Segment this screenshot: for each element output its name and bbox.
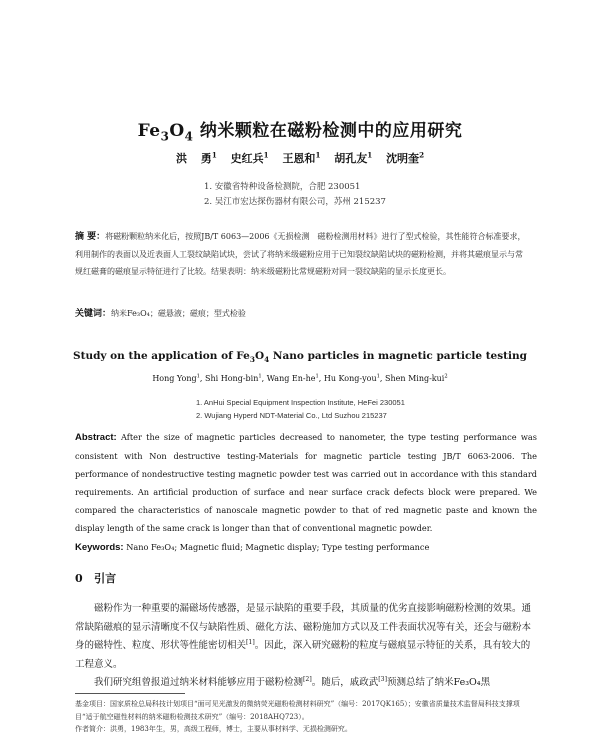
abstract-cn-label: 摘 要： bbox=[75, 232, 106, 242]
author-cn: 胡孔友$^1$ bbox=[334, 150, 373, 165]
citation: [2] bbox=[303, 675, 312, 683]
author-list-cn bbox=[0, 150, 600, 166]
footnotes bbox=[75, 698, 537, 736]
author-en: Wang $En-he^1$ bbox=[266, 373, 319, 383]
footnote-author-bio: 作者简介：洪勇，1983年生，男，高级工程师，博士，主要从事材料学、无损检测研究。 bbox=[75, 725, 352, 733]
title-en-sub: 4 bbox=[264, 355, 270, 365]
keywords-cn bbox=[75, 306, 246, 319]
section-number: 0 bbox=[75, 572, 83, 585]
paper-title-cn bbox=[0, 116, 600, 144]
keywords-en-text: Nano Fe₃O₄; Magnetic fluid; Magnetic display; Type testing performance bbox=[126, 542, 430, 552]
title-en-part: Study on the application of Fe bbox=[73, 350, 250, 362]
paper-title-en bbox=[0, 350, 600, 365]
title-en-sub: 3 bbox=[249, 355, 255, 365]
title-cn-part: Fe bbox=[137, 121, 161, 141]
keywords-en bbox=[75, 542, 429, 553]
title-cn-sub: 3 bbox=[160, 129, 170, 144]
abstract-cn-text: 将磁粉颗粒纳米化后，按照JB/T 6063—2006《无损检测 磁粉检测用材料》进行了型式检验，其性能符合标准要求，利用制作的表面以及近表面人工裂纹缺陷试块，尝试了将纳米级磁粉应用于已知裂纹缺陷试块的磁粉检测，并将其磁痕显示与常规红磁膏的磁痕显示特征进行了比较。结果表明：纳米级磁粉比常规磁粉对同一裂纹缺陷的显示长度更长。 bbox=[75, 232, 526, 276]
affiliation-en: 1. AnHui Special Equipment Inspection Institute, HeFei 230051 bbox=[196, 398, 405, 407]
author-cn: 史红兵$^1$ bbox=[230, 150, 269, 165]
abstract-en bbox=[75, 428, 537, 537]
abstract-cn bbox=[75, 228, 530, 280]
title-cn-part: 纳米颗粒在磁粉检测中的应用研究 bbox=[193, 121, 463, 141]
author-en: Shen Ming-kui$^2$ bbox=[385, 373, 448, 383]
author-cn: 沈明奎$^2$ bbox=[386, 150, 425, 165]
affiliation-en: 2. Wujiang Hyperd NDT-Material Co., Ltd Suzhou 215237 bbox=[196, 411, 387, 420]
author-en: Hong Yong$^1$ bbox=[152, 373, 200, 383]
keywords-en-label: Keywords: bbox=[75, 542, 124, 553]
section-heading bbox=[75, 570, 116, 586]
author-cn: 王恩和$^1$ bbox=[282, 150, 321, 165]
paragraph: 磁粉作为一种重要的漏磁场传感器，是显示缺陷的重要手段，其质量的优劣直接影响磁粉检测的效果。通常缺陷磁痕的显示清晰度不仅与缺陷性质、磁化方法、磁粉施加方式以及工件表面状况等有关，还会与磁粉本身的磁特性、粒度、形状等性能密切相关[1]。因此，深入研究磁粉的粒度与磁痕显示特征的关系，具有较大的工程意义。 bbox=[75, 603, 532, 670]
paragraph: 我们研究组曾报道过纳米材料能够应用于磁粉检测[2]。随后，戚政武[3]预测总结了纳米Fe₃O₄黑 bbox=[94, 675, 491, 688]
citation: [3] bbox=[378, 675, 387, 683]
affiliation-cn: 2. 吴江市宏达探伤器材有限公司，苏州 215237 bbox=[204, 197, 386, 207]
title-cn-sub: 4 bbox=[184, 129, 194, 144]
citation: [1] bbox=[246, 638, 255, 646]
body-text bbox=[75, 600, 537, 693]
keywords-cn-text: 纳米Fe₃O₄；磁悬液；磁痕；型式检验 bbox=[111, 309, 246, 318]
footnote-funding: 基金项目：国家质检总局科技计划项目“面可见光激发的微纳荧光磁粉检测材料研究”（编号：2017QK165）；安徽省质量技术监督局科技支撑项目“适于航空磁性材料的纳米磁粉检测技术研究”（编号：2018AHQ723）。 bbox=[75, 700, 520, 721]
footnote-divider bbox=[75, 693, 185, 694]
author-en: Hu Kong-you$^1$ bbox=[323, 373, 380, 383]
title-cn-part: O bbox=[169, 121, 185, 141]
abstract-en-text: After the size of magnetic particles decreased to nanometer, the type testing performance was consistent with Non destructive testing-Materials for magnetic particle testing JB/T 6063-2006. The performance of nondestructive testing magnetic powder test was carried out in accordance with this standard requirements. An artificial production of surface and near surface crack defects block were prepared. We compared the characteristics of nanoscale magnetic powder to that of red magnetic paste and known the display length of the same crack is longer than that of conventional magnetic powder. bbox=[75, 432, 537, 533]
keywords-cn-label: 关键词： bbox=[75, 309, 112, 319]
section-title: 引言 bbox=[94, 572, 117, 585]
abstract-en-label: Abstract: bbox=[75, 432, 117, 443]
author-en: Shi Hong-bin$^1$ bbox=[205, 373, 262, 383]
author-cn: 洪 勇$^1$ bbox=[175, 150, 217, 165]
title-en-part: O bbox=[254, 350, 265, 362]
author-list-en: Hong Yong$^1$, Shi Hong-bin$^1$, Wang $En-he^1$, Hu Kong-you$^1$, Shen Ming-kui$^2$ bbox=[152, 373, 448, 383]
title-en-part: Nano particles in magnetic particle testing bbox=[269, 350, 527, 362]
affiliation-cn: 1. 安徽省特种设备检测院，合肥 230051 bbox=[204, 182, 361, 192]
